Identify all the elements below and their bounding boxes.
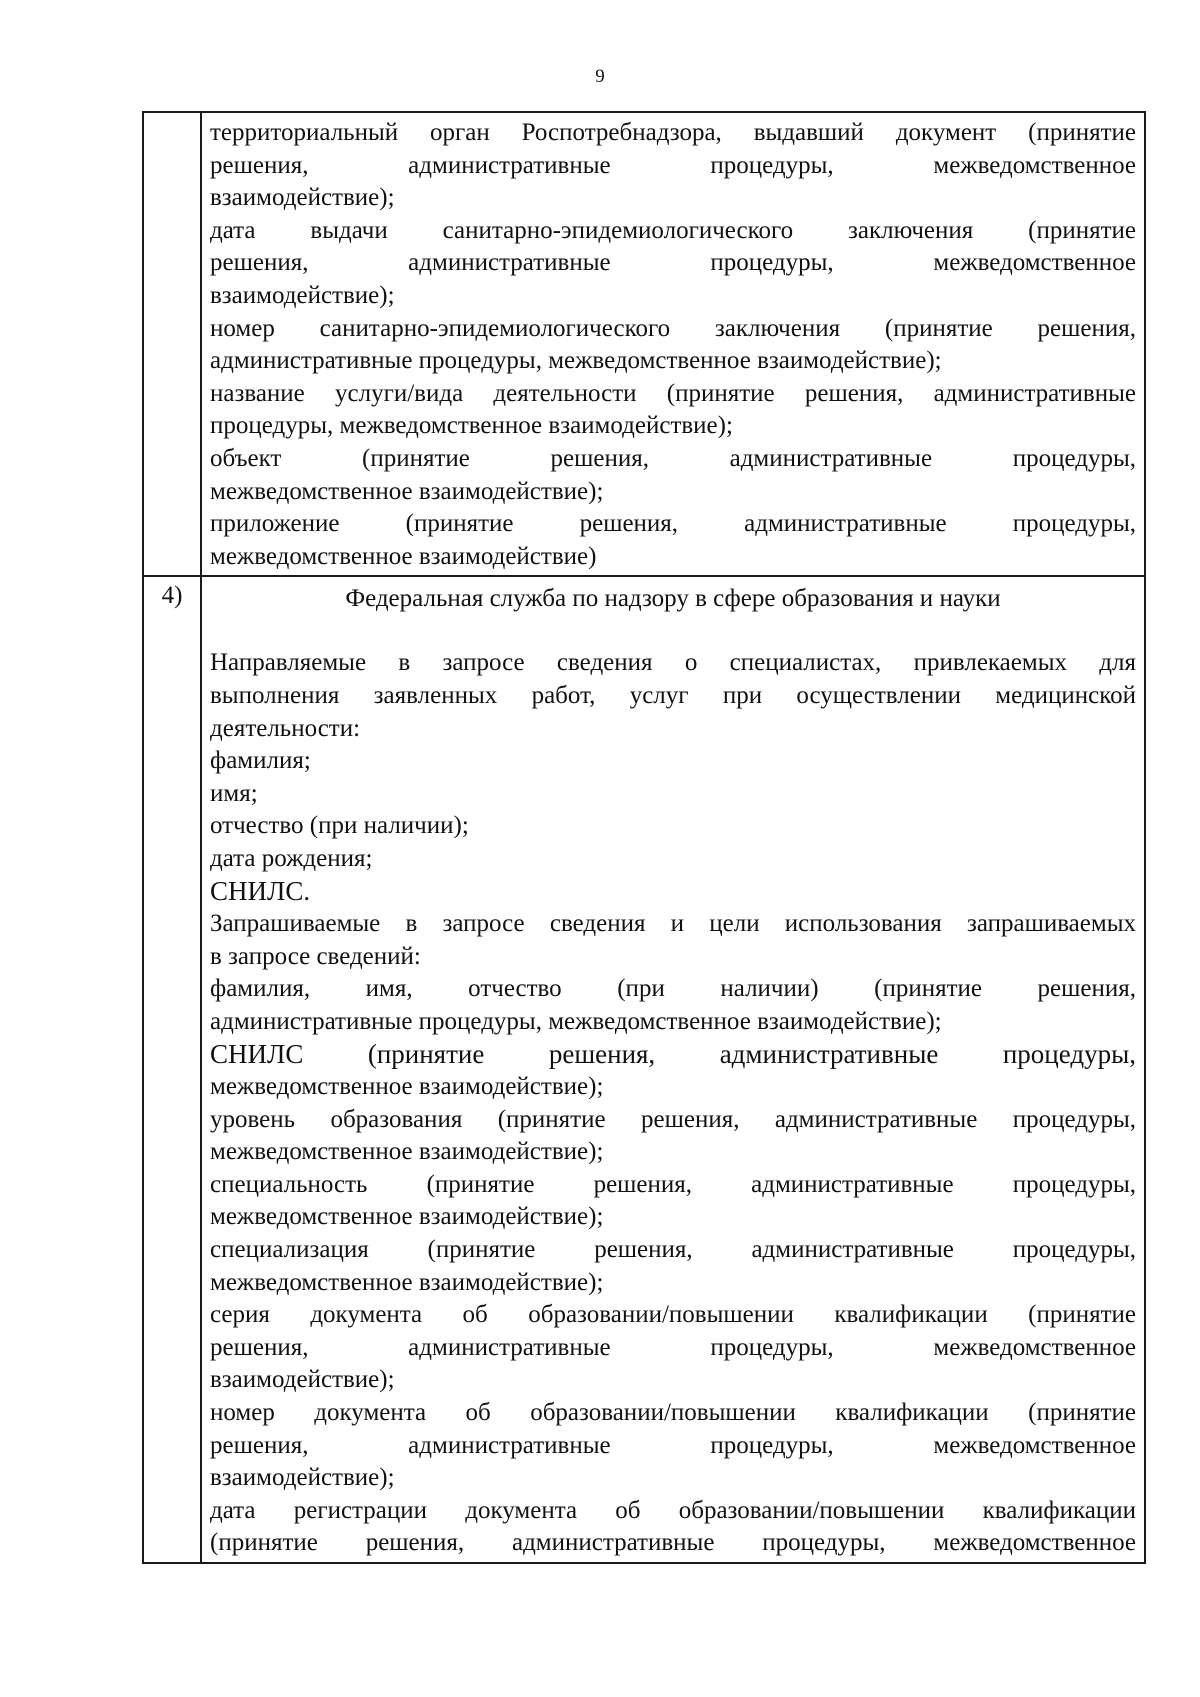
text-line: серия документа об образовании/повышении квалификации (принятие	[210, 1301, 1136, 1329]
text-line: объект (принятие решения, административные процедуры,	[210, 444, 1136, 472]
text-line: дата выдачи санитарно-эпидемиологического заключения (принятие	[210, 216, 1136, 244]
text-line: межведомственное взаимодействие);	[210, 1268, 604, 1296]
text-line: решения, административные процедуры, межведомственное	[210, 249, 1136, 277]
text-line: СНИЛС (принятие решения, административные процедуры,	[210, 1039, 1136, 1070]
text-line: отчество (при наличии);	[210, 812, 469, 840]
text-line: взаимодействие);	[210, 184, 395, 212]
text-line: имя;	[210, 779, 258, 807]
text-line: межведомственное взаимодействие)	[210, 542, 597, 570]
text-line: выполнения заявленных работ, услуг при осуществлении медицинской	[210, 681, 1136, 709]
text-line: решения, административные процедуры, межведомственное	[210, 1333, 1136, 1361]
table-row-4	[143, 576, 1145, 1563]
row-text-block	[210, 647, 1136, 1560]
blank-line	[210, 615, 1136, 647]
row-number	[144, 113, 200, 116]
text-line: межведомственное взаимодействие);	[210, 1203, 604, 1231]
text-line: название услуги/вида деятельности (принятие решения, административные	[210, 379, 1136, 407]
text-line: фамилия, имя, отчество (при наличии) (принятие решения,	[210, 975, 1136, 1003]
text-line: межведомственное взаимодействие);	[210, 1138, 604, 1166]
text-line: дата рождения;	[210, 844, 373, 872]
text-line: межведомственное взаимодействие);	[210, 1073, 604, 1101]
text-line: Запрашиваемые в запросе сведения и цели использования запрашиваемых	[210, 910, 1136, 938]
row-number-cell	[143, 576, 201, 1563]
table-row-previous	[143, 112, 1145, 576]
text-line: уровень образования (принятие решения, административные процедуры,	[210, 1105, 1136, 1133]
row-text-block	[210, 117, 1136, 573]
text-line: межведомственное взаимодействие);	[210, 477, 604, 505]
text-line: решения, административные процедуры, межведомственное	[210, 1431, 1136, 1459]
row-content-cell	[201, 576, 1145, 1563]
text-line: СНИЛС.	[210, 876, 311, 907]
text-line: взаимодействие);	[210, 1366, 395, 1394]
page-number: 9	[595, 66, 605, 87]
services-table	[142, 111, 1146, 1564]
text-line: приложение (принятие решения, административные процедуры,	[210, 510, 1136, 538]
text-line: взаимодействие);	[210, 1464, 395, 1492]
text-line: дата регистрации документа об образовании/повышении квалификации	[210, 1496, 1136, 1524]
text-line: административные процедуры, межведомственное взаимодействие);	[210, 1007, 942, 1035]
agency-heading: Федеральная служба по надзору в сфере образования и науки	[345, 585, 1001, 613]
row-number: 4)	[161, 582, 183, 610]
text-line: номер документа об образовании/повышении квалификации (принятие	[210, 1398, 1136, 1426]
text-line: в запросе сведений:	[210, 942, 421, 970]
text-line: административные процедуры, межведомственное взаимодействие);	[210, 347, 942, 375]
text-line: специализация (принятие решения, административные процедуры,	[210, 1236, 1136, 1263]
text-line: (принятие решения, административные процедуры, межведомственное	[210, 1529, 1136, 1557]
row-content-cell	[201, 112, 1145, 576]
text-line: решения, административные процедуры, межведомственное	[210, 151, 1136, 179]
text-line: номер санитарно-эпидемиологического заключения (принятие решения,	[210, 314, 1136, 342]
row-number-cell	[143, 112, 201, 576]
text-line: процедуры, межведомственное взаимодействие);	[210, 412, 733, 440]
text-line: взаимодействие);	[210, 281, 395, 309]
text-line: деятельности:	[210, 714, 361, 742]
text-line: фамилия;	[210, 747, 311, 775]
text-line: специальность (принятие решения, административные процедуры,	[210, 1170, 1136, 1198]
text-line: территориальный орган Роспотребнадзора, выдавший документ (принятие	[210, 119, 1136, 146]
text-line: Направляемые в запросе сведения о специалистах, привлекаемых для	[210, 649, 1136, 677]
